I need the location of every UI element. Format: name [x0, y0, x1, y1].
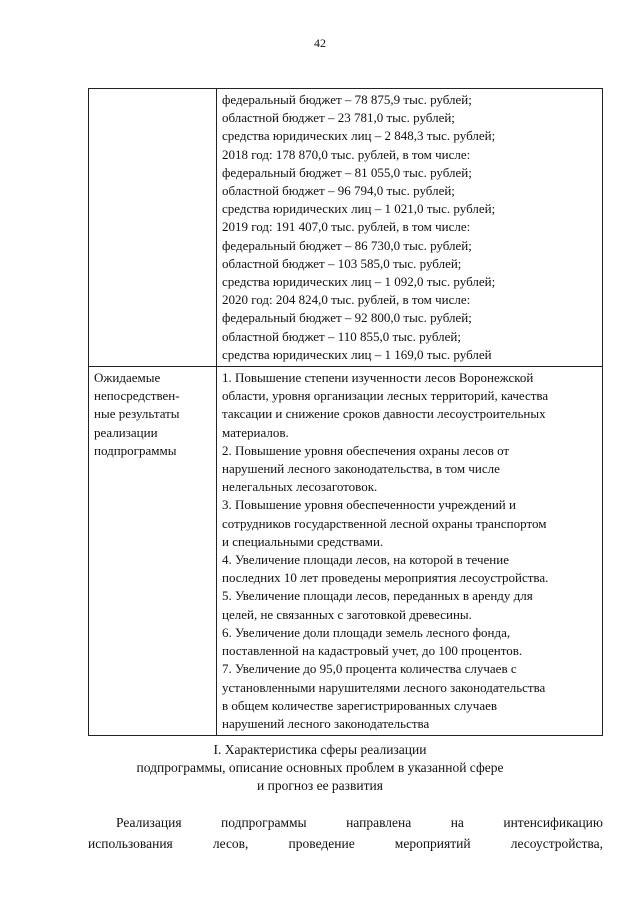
- paragraph-word: мероприятий: [394, 836, 471, 851]
- paragraph-word: на: [450, 815, 464, 830]
- section-heading-line: и прогноз ее развития: [257, 778, 383, 793]
- paragraph-word: лесов,: [212, 836, 249, 851]
- funding-line: федеральный бюджет – 92 800,0 тыс. рублей;: [222, 310, 472, 326]
- result-line: таксации и снижение сроков давности лесоустроительных: [222, 406, 546, 422]
- table-cell-label-empty: [89, 89, 217, 367]
- table-cell-label-expected-results: [89, 367, 217, 736]
- label-line: Ожидаемые: [94, 370, 161, 386]
- result-line: поставленной на кадастровый учет, до 100 процентов.: [222, 643, 523, 659]
- label-line: ные результаты: [94, 406, 180, 422]
- result-line: 4. Увеличение площади лесов, на которой в течение: [222, 552, 509, 568]
- funding-line: 2018 год: 178 870,0 тыс. рублей, в том числе:: [222, 146, 471, 162]
- paragraph-word: направлена: [346, 815, 412, 830]
- result-line: и специальными средствами.: [222, 533, 384, 549]
- result-line: установленными нарушителями лесного законодательства: [222, 679, 546, 695]
- result-line: материалов.: [222, 424, 289, 440]
- funding-line: средства юридических лиц – 1 169,0 тыс. рублей: [222, 346, 492, 362]
- funding-line: федеральный бюджет – 81 055,0 тыс. рублей;: [222, 164, 472, 180]
- funding-line: средства юридических лиц – 1 092,0 тыс. рублей;: [222, 274, 496, 290]
- result-line: 3. Повышение уровня обеспеченности учреждений и: [222, 497, 516, 513]
- label-line: подпрограммы: [94, 442, 177, 458]
- paragraph-word: подпрограммы: [221, 815, 307, 830]
- body-paragraph: [88, 812, 603, 854]
- funding-line: средства юридических лиц – 2 848,3 тыс. рублей;: [222, 128, 496, 144]
- table-row-expected-results: [89, 367, 603, 736]
- table-cell-expected-results: [217, 367, 603, 736]
- paragraph-word: лесоустройства,: [510, 836, 603, 851]
- funding-line: средства юридических лиц – 1 021,0 тыс. рублей;: [222, 201, 496, 217]
- result-line: сотрудников государственной лесной охраны транспортом: [222, 515, 547, 531]
- result-line: нарушений лесного законодательства: [222, 715, 430, 731]
- funding-line: областной бюджет – 96 794,0 тыс. рублей;: [222, 183, 455, 199]
- table-cell-funding: [217, 89, 603, 367]
- paragraph-word: проведение: [288, 836, 355, 851]
- result-line: 6. Увеличение доли площади земель лесного фонда,: [222, 624, 511, 640]
- section-heading-line: подпрограммы, описание основных проблем в указанной сфере: [136, 760, 504, 775]
- paragraph-word: интенсификацию: [503, 815, 603, 830]
- section-heading: [0, 741, 640, 795]
- result-line: в общем количестве зарегистрированных случаев: [222, 697, 497, 713]
- label-line: реализации: [94, 424, 158, 440]
- funding-line: областной бюджет – 110 855,0 тыс. рублей;: [222, 328, 461, 344]
- funding-line: областной бюджет – 103 585,0 тыс. рублей;: [222, 255, 462, 271]
- result-line: 7. Увеличение до 95,0 процента количества случаев с: [222, 661, 517, 677]
- funding-line: 2020 год: 204 824,0 тыс. рублей, в том числе:: [222, 292, 471, 308]
- result-line: нелегальных лесозаготовок.: [222, 479, 378, 495]
- result-line: последних 10 лет проведены мероприятия лесоустройства.: [222, 570, 549, 586]
- result-line: 2. Повышение уровня обеспечения охраны лесов от: [222, 442, 510, 458]
- funding-line: областной бюджет – 23 781,0 тыс. рублей;: [222, 110, 455, 126]
- paragraph-word: использования: [88, 836, 173, 851]
- funding-line: федеральный бюджет – 78 875,9 тыс. рублей;: [222, 92, 472, 107]
- result-line: области, уровня организации лесных территорий, качества: [222, 388, 549, 404]
- label-line: непосредствен-: [94, 388, 180, 404]
- section-heading-line: I. Характеристика сферы реализации: [213, 742, 427, 757]
- subprogram-passport-table: [88, 88, 603, 736]
- table-row-funding: [89, 89, 603, 367]
- paragraph-line: [88, 833, 603, 854]
- page-number: 42: [314, 36, 326, 50]
- funding-line: федеральный бюджет – 86 730,0 тыс. рублей;: [222, 237, 472, 253]
- paragraph-word: Реализация: [116, 815, 182, 830]
- result-line: 5. Увеличение площади лесов, переданных в аренду для: [222, 588, 533, 604]
- paragraph-line: [88, 812, 603, 833]
- result-line: нарушений лесного законодательства, в том числе: [222, 461, 500, 477]
- funding-line: 2019 год: 191 407,0 тыс. рублей, в том числе:: [222, 219, 471, 235]
- result-line: целей, не связанных с заготовкой древесины.: [222, 606, 472, 622]
- result-line: 1. Повышение степени изученности лесов Воронежской: [222, 370, 534, 386]
